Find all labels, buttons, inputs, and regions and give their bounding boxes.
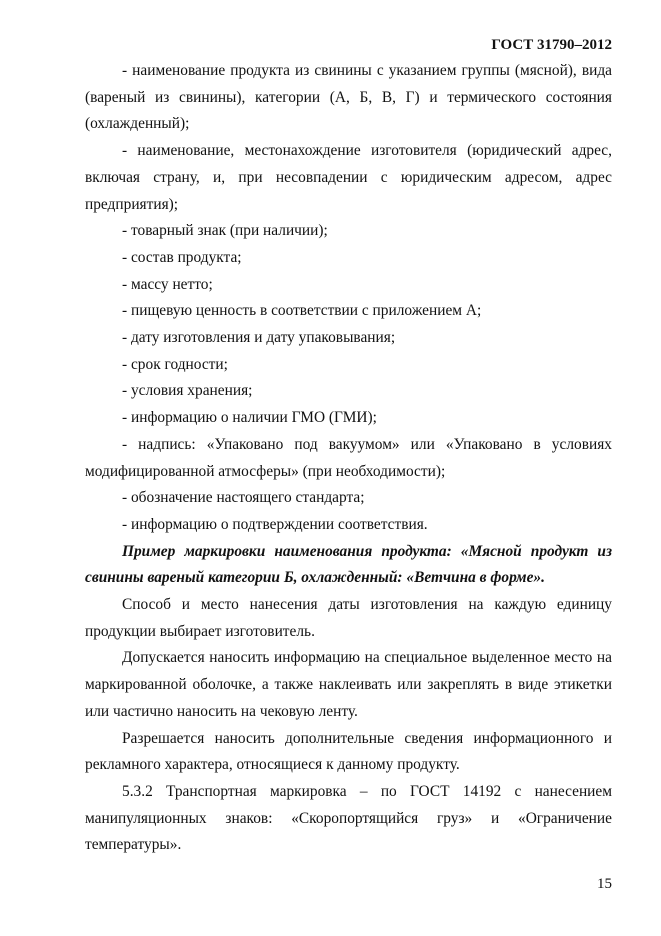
page-number: 15 <box>597 876 612 892</box>
list-item-conformity: - информацию о подтверждении соответствия. <box>122 515 428 533</box>
paragraph-date-application: Способ и место нанесения даты изготовления на каждую единицу продукции выбирает изготовитель. <box>85 596 612 640</box>
list-item-packaging-note: - надпись: «Упаковано под вакуумом» или «Упаковано в условиях модифицированной атмосферы» (при необходимости); <box>85 435 612 480</box>
list-item-net-mass: - массу нетто; <box>122 275 213 293</box>
section-5-3-2-transport-marking: 5.3.2 Транспортная маркировка – по ГОСТ 14192 с нанесением манипуляционных знаков: «Скоропортящийся груз» и «Ограничение температуры». <box>85 782 612 854</box>
list-item-storage: - условия хранения; <box>122 382 253 400</box>
list-item-dates: - дату изготовления и дату упаковывания; <box>122 329 396 347</box>
list-item-composition: - состав продукта; <box>122 248 242 266</box>
list-item-product-name: - наименование продукта из свинины с указанием группы (мясной), вида (вареный из свинины), категории (А, Б, В, Г) и термического состояния (охлаждeнный); <box>85 62 612 133</box>
list-item-nutrition-value: - пищевую ценность в соответствии с приложением А; <box>122 302 482 320</box>
document-body <box>85 58 612 859</box>
list-item-standard: - обозначение настоящего стандарта; <box>122 489 365 507</box>
list-item-shelf-life: - срок годности; <box>122 355 228 373</box>
paragraph-additional-info: Разрешается наносить дополнительные сведения информационного и рекламного характера, относящиеся к данному продукту. <box>85 729 612 774</box>
labeling-example: Пример маркировки наименования продукта: «Мясной продукт из свинины вареный категории Б, охлажденный: «Ветчина в форме». <box>85 542 612 587</box>
list-item-trademark: - товарный знак (при наличии); <box>122 222 328 240</box>
list-item-manufacturer: - наименование, местонахождение изготовителя (юридический адрес, включая страну, и, при несовпадении с юридическим адресом, адрес предприятия); <box>85 142 612 213</box>
document-code-header: ГОСТ 31790–2012 <box>491 37 612 53</box>
paragraph-information-placement: Допускается наносить информацию на специальное выделенное место на маркированной оболочке, а также наклеивать или закреплять в виде этикетки или частично наносить на чековую ленту. <box>85 649 612 720</box>
list-item-gmo: - информацию о наличии ГМО (ГМИ); <box>122 409 377 427</box>
